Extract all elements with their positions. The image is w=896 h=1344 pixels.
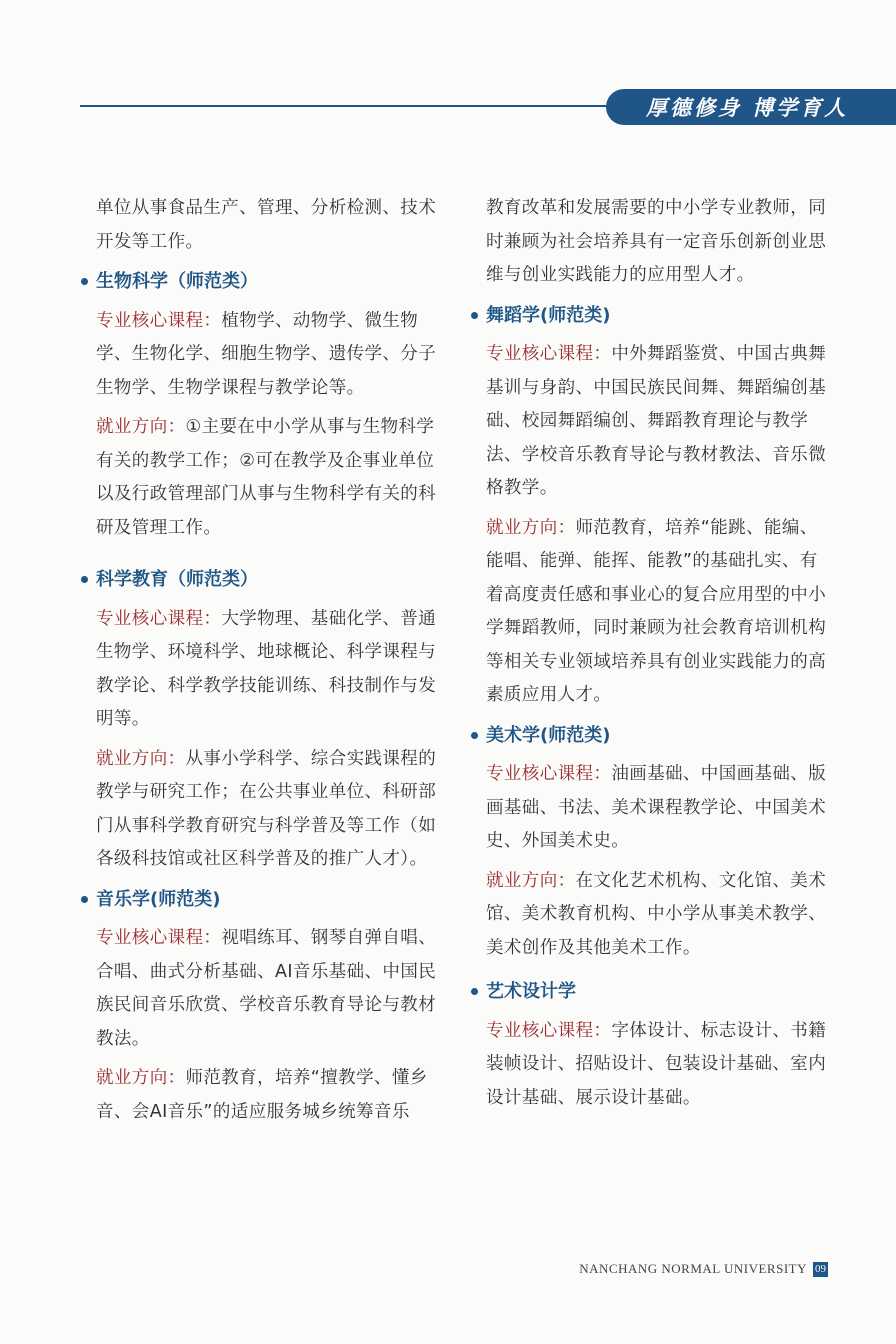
- science-edu-core-courses: 专业核心课程：大学物理、基础化学、普通生物学、环境科学、地球概论、科学课程与教学论、科学教学技能训练、科技制作与发明等。: [96, 608, 437, 729]
- dance-career: 就业方向：师范教育，培养“能跳、能编、能唱、能弹、能挥、能教”的基础扎实、有着高度责任感和事业心的复合应用型的中小学舞蹈教师，同时兼顾为社会教育培训机构等相关专业领域培养具有创业实践能力的高素质应用人才。: [486, 517, 827, 705]
- bullet-icon: [471, 312, 478, 319]
- bullet-icon: [471, 988, 478, 995]
- page-footer: [579, 1261, 828, 1277]
- music-career: 就业方向：师范教育，培养“擅教学、懂乡音、会AI音乐”的适应服务城乡统筹音乐: [96, 1068, 428, 1122]
- music-career-continued: 教育改革和发展需要的中小学专业教师，同时兼顾为社会培养具有一定音乐创新创业思维与创业实践能力的应用型人才。: [486, 198, 827, 285]
- biology-core-courses: 专业核心课程：植物学、动物学、微生物学、生物化学、细胞生物学、遗传学、分子生物学、生物学课程与教学论等。: [96, 310, 437, 398]
- header-motto: 厚德修身 博学育人: [646, 95, 849, 120]
- dance-core-courses: 专业核心课程：中外舞蹈鉴赏、中国古典舞基训与身韵、中国民族民间舞、舞蹈编创基础、校园舞蹈编创、舞蹈教育理论与教学法、学校音乐教育导论与教材教法、音乐微格教学。: [486, 344, 827, 498]
- header-rule: [80, 105, 640, 107]
- page-number: 09: [815, 1263, 826, 1275]
- major-heading-music: 音乐学(师范类): [96, 883, 442, 917]
- major-heading-biology: 生物科学（师范类）: [96, 265, 442, 299]
- bullet-icon: [81, 896, 88, 903]
- fine-arts-career: 就业方向：在文化艺术机构、文化馆、美术馆、美术教育机构、中小学从事美术教学、美术创作及其他美术工作。: [486, 870, 827, 958]
- bullet-icon: [81, 278, 88, 285]
- major-heading-science-education: 科学教育（师范类）: [96, 563, 442, 597]
- major-heading-fine-arts: 美术学(师范类): [486, 719, 832, 753]
- bullet-icon: [471, 732, 478, 739]
- right-column: [486, 192, 832, 1115]
- music-core-courses: 专业核心课程：视唱练耳、钢琴自弹自唱、合唱、曲式分析基础、AI音乐基础、中国民族民间音乐欣赏、学校音乐教育导论与教材教法。: [96, 928, 437, 1049]
- header-banner: [606, 89, 896, 125]
- fine-arts-core-courses: 专业核心课程：油画基础、中国画基础、版画基础、书法、美术课程教学论、中国美术史、外国美术史。: [486, 764, 827, 851]
- science-edu-career: 就业方向：从事小学科学、综合实践课程的教学与研究工作；在公共事业单位、科研部门从事科学教育研究与科学普及等工作（如各级科技馆或社区科学普及的推广人才）。: [96, 748, 437, 869]
- university-name: NANCHANG NORMAL UNIVERSITY: [579, 1261, 807, 1276]
- biology-career: 就业方向：①主要在中小学从事与生物科学有关的教学工作；②可在教学及企事业单位以及行政管理部门从事与生物科学有关的科研及管理工作。: [96, 417, 437, 538]
- bullet-icon: [81, 576, 88, 583]
- major-heading-dance: 舞蹈学(师范类): [486, 299, 832, 333]
- intro-paragraph: 单位从事食品生产、管理、分析检测、技术开发等工作。: [96, 198, 437, 252]
- major-heading-art-design: 艺术设计学: [486, 975, 832, 1009]
- left-column: [96, 192, 442, 1129]
- art-design-core-courses: 专业核心课程：字体设计、标志设计、书籍装帧设计、招贴设计、包装设计基础、室内设计基础、展示设计基础。: [486, 1020, 827, 1108]
